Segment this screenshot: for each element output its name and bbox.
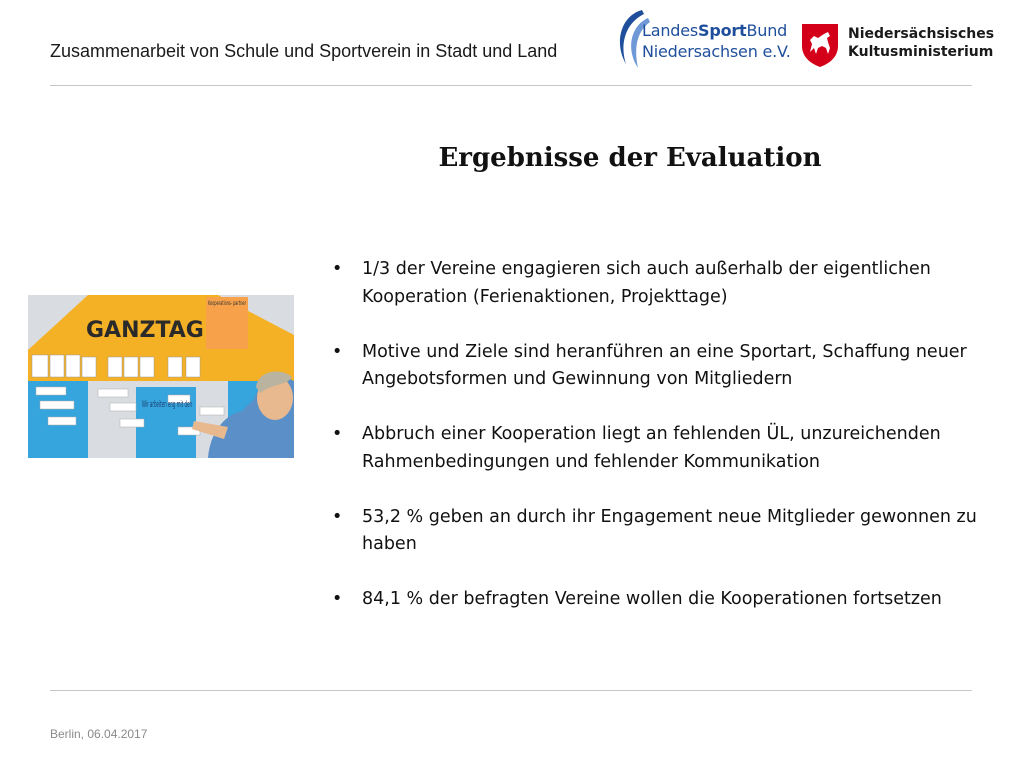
- evaluation-results-list: [332, 256, 1012, 641]
- list-item: [332, 256, 1012, 311]
- list-item-text: Motive und Ziele sind heranführen an eine Sportart, Schaffung neuer Angebotsformen und Gewinnung von Mitgliedern: [362, 341, 967, 389]
- footer-divider: [50, 690, 972, 691]
- header-title: Zusammenarbeit von Schule und Sportverein in Stadt und Land: [50, 41, 558, 61]
- photo-board-text: Wir arbeiten eng mit den: [142, 400, 192, 410]
- bullet-icon: •: [332, 259, 343, 279]
- bullet-icon: •: [332, 589, 343, 609]
- ministerium-logo: [798, 22, 995, 72]
- list-item: [332, 421, 1012, 476]
- bullet-icon: •: [332, 506, 343, 527]
- header-divider: [50, 85, 972, 86]
- ministerium-name-line2: Kultusministerium: [848, 44, 994, 60]
- footer-date: Berlin, 06.04.2017: [50, 727, 148, 741]
- ganztag-board-illustration: [28, 295, 294, 458]
- slide-title: Ergebnisse der Evaluation: [438, 143, 822, 173]
- list-item-text: 53,2 % geben an durch ihr Engagement neue Mitglieder gewonnen zu haben: [362, 506, 977, 554]
- list-item-text: 84,1 % der befragten Vereine wollen die Kooperationen fortsetzen: [362, 589, 942, 609]
- bullet-icon: •: [332, 424, 343, 444]
- landessportbund-swoosh-icon: [612, 6, 652, 74]
- photo-sticky-note-text: Kooperations- partner: [208, 300, 247, 307]
- list-item-text: 1/3 der Vereine engagieren sich auch außerhalb der eigentlichen Kooperation (Ferienaktionen, Projekttage): [362, 259, 931, 307]
- bullet-icon: •: [332, 341, 343, 362]
- list-item: [332, 586, 1012, 614]
- lsb-name-line2: Niedersachsen e.V.: [642, 42, 791, 61]
- list-item: [332, 339, 1012, 394]
- list-item-text: Abbruch einer Kooperation liegt an fehlenden ÜL, unzureichenden Rahmenbedingungen und fehlender Kommunikation: [362, 424, 941, 472]
- lsb-name-line1: LandesSportBund: [642, 21, 788, 40]
- photo-banner-text: GANZTAG: [86, 318, 204, 343]
- list-item: [332, 504, 1012, 559]
- landessportbund-logo: [612, 6, 791, 74]
- lower-saxony-horse-shield-icon: [800, 22, 840, 68]
- ministerium-name: [848, 25, 994, 61]
- ganztag-board-photo: [28, 295, 294, 458]
- ministerium-name-line1: Niedersächsisches: [848, 26, 995, 42]
